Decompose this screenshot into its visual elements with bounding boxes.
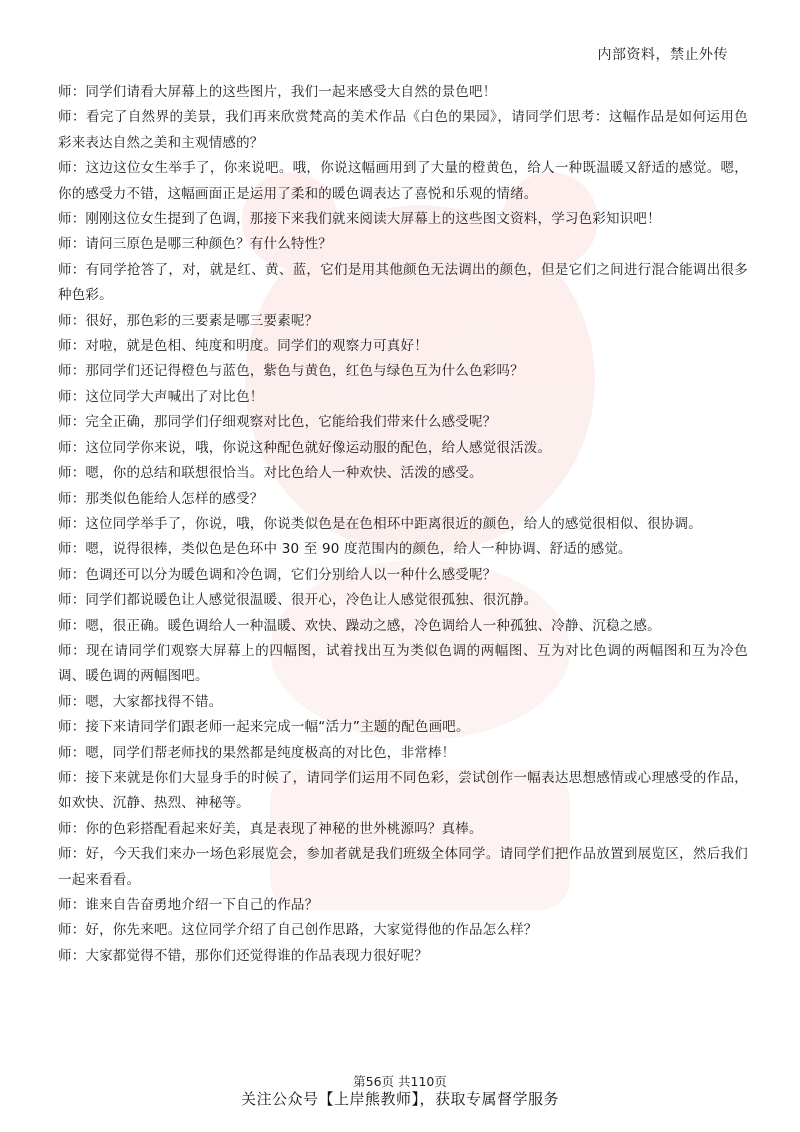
transcript-line: 师：同学们都说暖色让人感觉很温暖、很开心，冷色让人感觉很孤独、很沉静。	[58, 592, 538, 609]
transcript-line: 师：嗯，说得很棒，类似色是色环中 30 至 90 度范围内的颜色，给人一种协调、舒适的感觉。	[58, 541, 632, 558]
transcript-line: 师：好，你先来吧。这位同学介绍了自己创作思路，大家觉得他的作品怎么样？	[58, 922, 538, 939]
transcript-line: 师：刚刚这位女生提到了色调，那接下来我们就来阅读大屏幕上的这些图文资料，学习色彩知识吧！	[58, 211, 661, 228]
transcript-line: 师：接下来就是你们大显身手的时候了，请同学们运用不同色彩，尝试创作一幅表达思想感情或心理感受的作品，如欢快、沉静、热烈、神秘等。	[58, 769, 748, 812]
transcript-line: 师：那类似色能给人怎样的感受？	[58, 490, 264, 507]
transcript-line: 师：对啦，就是色相、纯度和明度。同学们的观察力可真好！	[58, 338, 428, 355]
transcript-line: 师：完全正确，那同学们仔细观察对比色，它能给我们带来什么感受呢？	[58, 414, 497, 431]
transcript-line: 师：嗯，同学们帮老师找的果然都是纯度极高的对比色，非常棒！	[58, 744, 456, 761]
page-number: 第56页 共110页	[353, 1074, 447, 1089]
transcript-line: 师：这边这位女生举手了，你来说吧。哦，你说这幅画用到了大量的橙黄色，给人一种既温暖又舒适的感觉。嗯，你的感受力不错，这幅画面正是运用了柔和的暖色调表达了喜悦和乐观的情绪。	[58, 160, 748, 202]
transcript-line: 师：这位同学你来说，哦，你说这种配色就好像运动服的配色，给人感觉很活泼。	[58, 439, 552, 456]
transcript-line: 师：嗯，你的总结和联想很恰当。对比色给人一种欢快、活泼的感受。	[58, 465, 483, 482]
transcript-line: 师：这位同学举手了，你说，哦，你说类似色是在色相环中距离很近的颜色，给人的感觉很相似、很协调。	[58, 515, 702, 532]
transcript-line: 师：接下来请同学们跟老师一起来完成一幅“活力”主题的配色画吧。	[58, 719, 470, 736]
transcript-line: 师：谁来自告奋勇地介绍一下自己的作品？	[58, 897, 319, 913]
transcript-line: 师：这位同学大声喊出了对比色！	[58, 388, 264, 405]
transcript-line: 师：有同学抢答了，对，就是红、黄、蓝，它们是用其他颜色无法调出的颜色，但是它们之间进行混合能调出很多种色彩。	[58, 261, 748, 304]
transcript-line: 师：好，今天我们来办一场色彩展览会，参加者就是我们班级全体同学。请同学们把作品放置到展览区，然后我们一起来看看。	[58, 846, 748, 888]
transcript-line: 师：很好，那色彩的三要素是哪三要素呢？	[58, 312, 319, 329]
confidential-notice: 内部资料，禁止外传	[597, 47, 728, 63]
footer-promo-text: 关注公众号【上岸熊教师】，获取专属督学服务	[240, 1090, 559, 1108]
transcript-line: 师：那同学们还记得橙色与蓝色，紫色与黄色，红色与绿色互为什么色彩吗？	[58, 363, 524, 380]
transcript-line: 师：色调还可以分为暖色调和冷色调，它们分别给人以一种什么感受呢？	[58, 566, 497, 583]
transcript-line: 师：你的色彩搭配看起来好美，真是表现了神秘的世外桃源吗？真棒。	[58, 820, 483, 837]
transcript-line: 师：看完了自然界的美景，我们再来欣赏梵高的美术作品《白色的果园》，请同学们思考：这幅作品是如何运用色彩来表达自然之美和主观情感的？	[58, 109, 748, 151]
transcript-line: 师：现在请同学们观察大屏幕上的四幅图，试着找出互为类似色调的两幅图、互为对比色调的两幅图和互为冷色调、暖色调的两幅图吧。	[58, 642, 748, 685]
transcript-line: 师：请问三原色是哪三种颜色？有什么特性？	[58, 236, 332, 253]
transcript-line: 师：大家都觉得不错，那你们还觉得谁的作品表现力很好呢？	[58, 947, 428, 964]
transcript-line: 师：同学们请看大屏幕上的这些图片，我们一起来感受大自然的景色吧！	[58, 84, 497, 100]
transcript-line: 师：嗯，大家都找得不错。	[58, 693, 223, 710]
transcript-body	[58, 80, 748, 969]
transcript-line: 师：嗯，很正确。暖色调给人一种温暖、欢快、躁动之感，冷色调给人一种孤独、冷静、沉稳之感。	[58, 617, 661, 634]
